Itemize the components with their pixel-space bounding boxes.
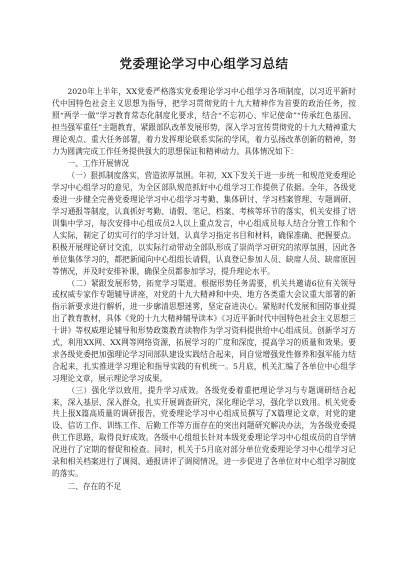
document-title: 党委理论学习中心组学习总结 <box>119 56 289 71</box>
section-heading-work-status: 一、工作开展情况 <box>67 159 129 169</box>
paragraph-system-implementation: （一）狠抓制度落实，营造浓厚氛围。年初，XX下发关于进一步统一和规范党委理论学习中心组学习的意见，为全区部队规范抓好中心组学习工作提供了依据。全年，各级党委进一步健全完善党委理论学习中心组学习考勤、集体研讨、学习档案管理、专题调研、学习通报等制度，认真抓好考勤、请假、笔记、档案、考核等环节的落实，机关安排了培训集中学习，每次安排中心组成员2人以上重点发言，中心组成员每人结合分管工作和个人实际，制定了切实可行的学习计划，认真学习指定书目和材料，确保准确、把握要点。积极开展理论研讨交流，以实际行动带动全部队形成了崇尚学习研究的浓厚氛围，因此各单位集体学习的，都把新闻向中心组组长请假，认真登记参加人员、缺席人员、缺席原因等情况，并及时安排补课，确保全员都参加学习，提升理论水平。 <box>52 171 356 276</box>
intro-paragraph: 2020年上半年，XX党委严格落实党委理论学习中心组学习各项制度，以习近平新时代中国特色社会主义思想为指导，把学习贯彻党的十九大精神作为首要的政治任务，按照“两学一做”学习教育常态化制度化要求，结合“不忘初心、牢记使命”“传承红色基因、担当强军重任”主题教育，紧跟部队改革发展形势，深入学习宣传贯彻党的十九大精神重大理论观点、重大任务部署，着力发挥理论联系实际的学风，着力弘扬改革创新的精神，努力为圆满完成工作任务提供强大的思想保证和精神动力。具体情况如下： <box>52 87 356 156</box>
paragraph-learning-effectiveness: （三）强化学以致用，提升学习成效。各级党委着重把理论学习与专题调研结合起来，深入基层、深入群众，扎实开展调查研究，深化理论学习，强化学以致用。机关党委共上报X篇高质量的调研报告，党委理论学习中心组成员撰写了X篇理论文章，对党的建设、信访工作、训练工作、后勤工作等方面存在的突出问题研究解决办法，为各级党委提供工作思路，取得良好成效。各级中心组组长针对本级党委理论学习中心组成员的自学情况进行了定期的督促和检查。同时，机关于5月底对部分单位党委理论学习中心组学习记录和相关档案进行了调阅，通报讲评了调阅情况，进一步促进了各单位对中心组学习制度的落实。 <box>52 385 356 478</box>
paragraph-learning-channels: （二）紧跟发展形势，拓宽学习渠道。根据形势任务需要，机关共邀请6位有关领导或权威专家作专题辅导讲座，对党的十九大精神和中央、地方各类重大会议重大部署的新指示新要求进行解析，进一步廓清思想迷雾，坚定奋进决心。紧贴时代发展和国防事业提出了教育教材，具体《党的十九大精神辅导读本》《习近平新时代中国特色社会主义思想三十讲》等权威理论辅导和形势政策教育读物作为学习资料提供给中心组成员。创新学习方式，利用XX网、XX网等网络资源，拓展学习的广度和深度，提高学习的质量和效果。要求各级党委把加强理论学习同部队建设实践结合起来，同自觉增强党性修养和强军能力结合起来，扎实推进学习理论和指导实践的有机统一。5月底，机关汇编了各单位中心组学习理论文章，展示理论学习成果。 <box>52 278 356 383</box>
section-heading-shortcomings: 二、存在的不足 <box>67 481 122 491</box>
